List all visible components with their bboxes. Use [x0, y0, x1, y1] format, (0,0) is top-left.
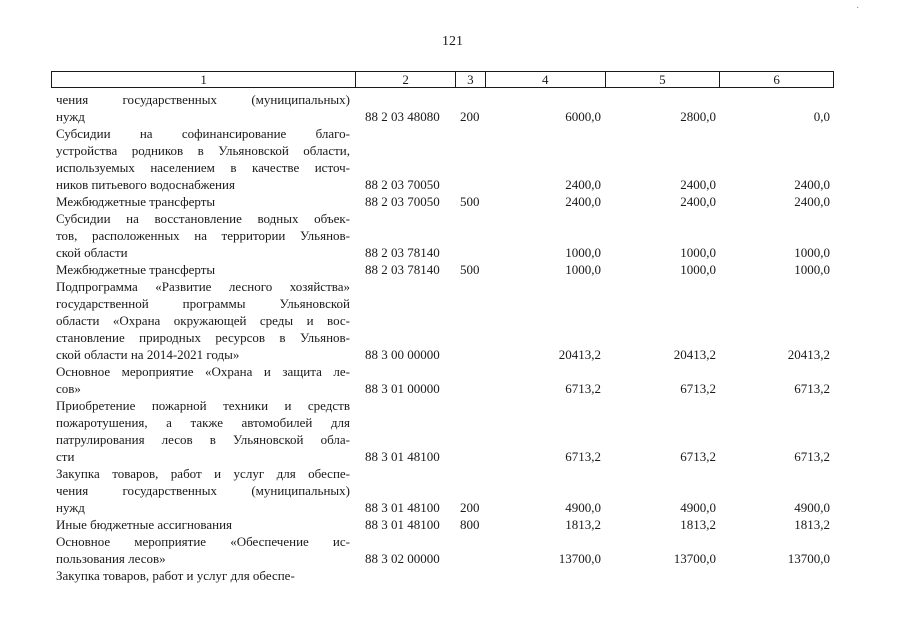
row-name-line: становление природных ресурсов в Ульянов- — [56, 330, 350, 345]
row-name-line: устройства родников в Ульяновской области, — [56, 143, 350, 158]
table-row — [51, 516, 834, 533]
row-expense-type: 200 — [460, 109, 480, 124]
row-name-line: Субсидии на восстановление водных объек- — [56, 211, 350, 226]
row-name — [51, 278, 356, 363]
row-name — [51, 210, 356, 261]
row-value-2020: 6713,2 — [680, 449, 716, 464]
table-row — [51, 278, 834, 363]
row-name — [51, 516, 356, 533]
row-name — [51, 397, 356, 465]
row-name — [51, 465, 356, 516]
budget-table — [51, 71, 834, 584]
row-value-2019: 6713,2 — [565, 381, 601, 396]
row-value-2021: 6713,2 — [794, 381, 830, 396]
row-value-2019: 2400,0 — [565, 194, 601, 209]
table-body — [51, 88, 834, 584]
row-value-2020: 6713,2 — [680, 381, 716, 396]
row-name-line: Межбюджетные трансферты — [56, 262, 216, 277]
row-code: 88 3 00 00000 — [365, 347, 440, 362]
row-value-2020: 1813,2 — [680, 517, 716, 532]
table-row — [51, 465, 834, 516]
row-value-2020: 2400,0 — [680, 177, 716, 192]
table-row — [51, 363, 834, 397]
row-name-line: Межбюджетные трансферты — [56, 194, 216, 209]
table-row — [51, 210, 834, 261]
row-name-line: пожаротушения, а также автомобилей для — [56, 415, 350, 430]
row-name-line: Закупка товаров, работ и услуг для обеспе- — [56, 568, 295, 583]
row-name-line: чения государственных (муниципальных) — [56, 483, 350, 498]
row-name-line: области «Охрана окружающей среды и вос- — [56, 313, 350, 328]
header-cell-6: 6 — [773, 72, 780, 87]
header-cell-2: 2 — [356, 72, 456, 87]
row-name-line: используемых населением в качестве источ- — [56, 160, 350, 175]
row-name — [51, 567, 356, 584]
row-name — [51, 91, 356, 125]
row-code: 88 2 03 70050 — [365, 177, 440, 192]
row-value-2019: 4900,0 — [565, 500, 601, 515]
row-code: 88 2 03 70050 — [365, 194, 440, 209]
row-name-line: тов, расположенных на территории Ульянов- — [56, 228, 350, 243]
row-value-2021: 2400,0 — [794, 177, 830, 192]
row-code: 88 3 01 00000 — [365, 381, 440, 396]
row-value-2020: 2400,0 — [680, 194, 716, 209]
table-header-row — [51, 71, 834, 88]
row-value-2021: 0,0 — [813, 109, 830, 124]
page-number: 121 — [442, 34, 463, 49]
row-expense-type: 500 — [460, 194, 480, 209]
row-name-line: Подпрограмма «Развитие лесного хозяйства» — [56, 279, 350, 294]
header-cell-4: 4 — [486, 72, 606, 87]
header-cell-1: 1 — [52, 72, 356, 87]
row-name-line: сов» — [56, 381, 81, 396]
row-name-line: патрулирования лесов в Ульяновской обла- — [56, 432, 350, 447]
row-value-2019: 6000,0 — [565, 109, 601, 124]
row-value-2020: 1000,0 — [680, 245, 716, 260]
row-name-line: Иные бюджетные ассигнования — [56, 517, 233, 532]
row-code: 88 2 03 78140 — [365, 262, 440, 277]
table-row — [51, 567, 834, 584]
table-row — [51, 397, 834, 465]
table-row — [51, 261, 834, 278]
row-code: 88 2 03 48080 — [365, 109, 440, 124]
row-name-line: Основное мероприятие «Охрана и защита ле- — [56, 364, 350, 379]
row-value-2020: 4900,0 — [680, 500, 716, 515]
row-name-line: Основное мероприятие «Обеспечение ис- — [56, 534, 350, 549]
row-name-line: сти — [56, 449, 75, 464]
row-name-line: нужд — [56, 500, 85, 515]
header-cell-3: 3 — [456, 72, 486, 87]
row-value-2019: 20413,2 — [558, 347, 601, 362]
row-value-2019: 6713,2 — [565, 449, 601, 464]
row-name-line: государственной программы Ульяновской — [56, 296, 350, 311]
row-value-2020: 13700,0 — [673, 551, 716, 566]
row-value-2020: 20413,2 — [673, 347, 716, 362]
table-row — [51, 533, 834, 567]
row-name-line: Приобретение пожарной техники и средств — [56, 398, 350, 413]
row-value-2021: 6713,2 — [794, 449, 830, 464]
scan-mark: · — [856, 3, 860, 14]
row-value-2019: 2400,0 — [565, 177, 601, 192]
header-cell-5: 5 — [606, 72, 721, 87]
row-code: 88 2 03 78140 — [365, 245, 440, 260]
table-row — [51, 125, 834, 193]
row-value-2021: 20413,2 — [787, 347, 830, 362]
row-code: 88 3 01 48100 — [365, 449, 440, 464]
row-value-2019: 1813,2 — [565, 517, 601, 532]
row-expense-type: 800 — [460, 517, 480, 532]
table-row — [51, 193, 834, 210]
row-name-line: нужд — [56, 109, 85, 124]
row-code: 88 3 01 48100 — [365, 500, 440, 515]
row-value-2020: 1000,0 — [680, 262, 716, 277]
row-code: 88 3 01 48100 — [365, 517, 440, 532]
row-name-line: ников питьевого водоснабжения — [56, 177, 235, 192]
row-name — [51, 533, 356, 567]
row-code: 88 3 02 00000 — [365, 551, 440, 566]
row-name-line: ской области — [56, 245, 128, 260]
row-name-line: пользования лесов» — [56, 551, 166, 566]
row-value-2019: 1000,0 — [565, 262, 601, 277]
row-value-2021: 1000,0 — [794, 245, 830, 260]
row-name — [51, 261, 356, 278]
row-value-2019: 13700,0 — [558, 551, 601, 566]
row-name-line: Субсидии на софинансирование благо- — [56, 126, 350, 141]
row-name-line: Закупка товаров, работ и услуг для обеспе- — [56, 466, 350, 481]
row-value-2021: 2400,0 — [794, 194, 830, 209]
row-value-2021: 1813,2 — [794, 517, 830, 532]
row-name-line: чения государственных (муниципальных) — [56, 92, 350, 107]
row-value-2019: 1000,0 — [565, 245, 601, 260]
row-value-2021: 4900,0 — [794, 500, 830, 515]
row-name-line: ской области на 2014-2021 годы» — [56, 347, 240, 362]
row-name — [51, 363, 356, 397]
row-value-2021: 1000,0 — [794, 262, 830, 277]
row-name — [51, 193, 356, 210]
row-expense-type: 500 — [460, 262, 480, 277]
row-value-2020: 2800,0 — [680, 109, 716, 124]
table-row — [51, 91, 834, 125]
row-expense-type: 200 — [460, 500, 480, 515]
row-value-2021: 13700,0 — [787, 551, 830, 566]
row-name — [51, 125, 356, 193]
